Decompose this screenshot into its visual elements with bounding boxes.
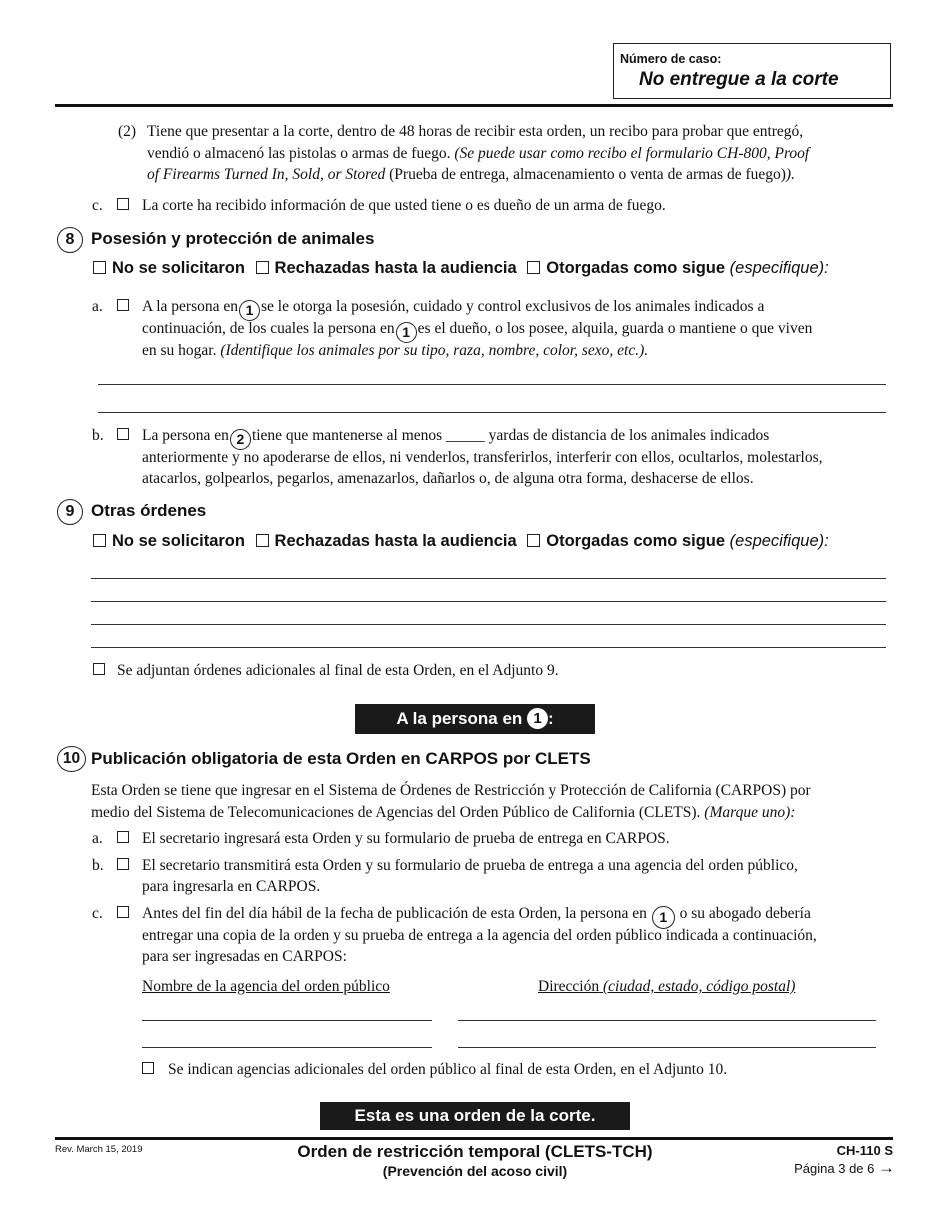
footer-rule	[55, 1137, 893, 1140]
case-number-box	[613, 43, 891, 99]
section-10-title: Publicación obligatoria de esta Orden en CARPOS por CLETS	[91, 749, 591, 768]
section-8-not-requested-checkbox[interactable]	[93, 261, 106, 274]
section-9-fill-line-3[interactable]	[91, 624, 886, 625]
section-9-attach-checkbox[interactable]	[93, 663, 105, 675]
section-9-title: Otras órdenes	[91, 501, 207, 520]
party-1-circle: 1	[239, 300, 260, 321]
agency-name-header: Nombre de la agencia del orden público	[142, 978, 390, 995]
section-10-b-letter: b.	[92, 857, 104, 874]
section-8-b-line3: atacarlos, golpearlos, pegarlos, amenazarlos, dañarlos o, de alguna otra forma, deshacerse de ellos.	[142, 470, 754, 487]
agency-address-line-2[interactable]	[458, 1047, 876, 1048]
section-10-a-text: El secretario ingresará esta Orden y su formulario de prueba de entrega en CARPOS.	[142, 830, 670, 847]
section-9-options: No se solicitaron Rechazadas hasta la audiencia Otorgadas como sigue (especifique):	[93, 532, 829, 551]
section-10-c-line2: entregar una copia de la orden y su prueba de entrega a la agencia del orden público indicada a continuación,	[142, 927, 817, 944]
section-8-a-fill-line-2[interactable]	[98, 412, 886, 413]
section-10-b-line2: para ingresarla en CARPOS.	[142, 878, 321, 895]
agency-address-line-1[interactable]	[458, 1020, 876, 1021]
section-9-fill-line-1[interactable]	[91, 578, 886, 579]
agency-name-line-2[interactable]	[142, 1047, 432, 1048]
section-8-b-line2: anteriormente y no apoderarse de ellos, ni venderlos, transferirlos, interferir con ellos, ocultarlos, molestarlos,	[142, 449, 823, 466]
case-number-value: No entregue a la corte	[639, 69, 839, 90]
person-1-banner: A la persona en 1 :	[355, 704, 595, 734]
section-9-not-requested-checkbox[interactable]	[93, 534, 106, 547]
section-8-a-fill-line-1[interactable]	[98, 384, 886, 385]
section-8-a-checkbox[interactable]	[117, 299, 129, 311]
section-9-fill-line-2[interactable]	[91, 601, 886, 602]
banner-person-1-circle: 1	[527, 708, 548, 729]
next-page-arrow-icon: →	[878, 1158, 895, 1177]
section-10-c-line1: Antes del fin del día hábil de la fecha de publicación de esta Orden, la persona en 1 o su abogado debería	[142, 903, 811, 929]
revision-date: Rev. March 15, 2019	[55, 1144, 143, 1155]
section-9-granted-checkbox[interactable]	[527, 534, 540, 547]
section-10-b-checkbox[interactable]	[117, 858, 129, 870]
item-c-letter: c.	[92, 197, 103, 214]
section-8-granted-checkbox[interactable]	[527, 261, 540, 274]
section-8-title: Posesión y protección de animales	[91, 229, 375, 248]
page-number: Página 3 de 6 →	[794, 1158, 895, 1177]
header-rule	[55, 104, 893, 107]
section-8-denied-checkbox[interactable]	[256, 261, 269, 274]
party-2-circle: 2	[230, 429, 251, 450]
section-10-a-checkbox[interactable]	[117, 831, 129, 843]
item-2-line2: vendió o almacenó las pistolas o armas de fuego. (Se puede usar como recibo el formulario CH-800, Proof	[147, 145, 810, 162]
section-10-attach-text: Se indican agencias adicionales del orden público al final de esta Orden, en el Adjunto 10.	[168, 1061, 728, 1078]
section-9-attach-text: Se adjuntan órdenes adicionales al final de esta Orden, en el Adjunto 9.	[117, 662, 559, 679]
section-8-b-line1: La persona en 2 tiene que mantenerse al menos _____ yardas de distancia de los animales indicados	[142, 425, 769, 450]
section-10-b-line1: El secretario transmitirá esta Orden y su formulario de prueba de entrega a una agencia del orden público,	[142, 857, 798, 874]
item-c-text: La corte ha recibido información de que usted tiene o es dueño de un arma de fuego.	[142, 197, 666, 214]
item-c-checkbox[interactable]	[117, 198, 129, 210]
form-number: CH-110 S	[836, 1143, 893, 1158]
section-10-intro-line1: Esta Orden se tiene que ingresar en el Sistema de Órdenes de Restricción y Protección de California (CARPOS) por	[91, 782, 811, 799]
section-9-fill-line-4[interactable]	[91, 647, 886, 648]
section-8-number: 8	[57, 227, 83, 253]
item-2-line3: of Firearms Turned In, Sold, or Stored (Prueba de entrega, almacenamiento o venta de armas de fuego)).	[147, 166, 795, 183]
agency-address-header: Dirección (ciudad, estado, código postal)	[538, 978, 796, 995]
section-8-b-letter: b.	[92, 427, 104, 444]
section-10-c-letter: c.	[92, 905, 103, 922]
section-9-number: 9	[57, 499, 83, 525]
party-1-circle: 1	[396, 322, 417, 343]
section-8-a-line1: A la persona en 1 se le otorga la posesión, cuidado y control exclusivos de los animales indicados a	[142, 296, 764, 321]
section-10-attach-checkbox[interactable]	[142, 1062, 154, 1074]
section-8-a-line3: en su hogar. (Identifique los animales por su tipo, raza, nombre, color, sexo, etc.).	[142, 342, 649, 359]
party-1-circle: 1	[652, 906, 675, 929]
section-8-options: No se solicitaron Rechazadas hasta la audiencia Otorgadas como sigue (especifique):	[93, 259, 829, 278]
agency-name-line-1[interactable]	[142, 1020, 432, 1021]
section-10-intro-line2: medio del Sistema de Telecomunicaciones de Agencias del Orden Público de California (CLETS). (Marque uno):	[91, 804, 796, 821]
section-8-b-checkbox[interactable]	[117, 428, 129, 440]
case-number-label: Número de caso:	[620, 52, 722, 66]
footer-subtitle: (Prevención del acoso civil)	[382, 1163, 568, 1179]
section-10-a-letter: a.	[92, 830, 103, 847]
section-10-number: 10	[57, 746, 86, 772]
section-8-a-letter: a.	[92, 298, 103, 315]
item-2-line1: Tiene que presentar a la corte, dentro de 48 horas de recibir esta orden, un recibo para probar que entregó,	[147, 123, 804, 140]
section-8-a-line2: continuación, de los cuales la persona en 1 es el dueño, o los posee, alquila, guarda o mantiene o que viven	[142, 318, 812, 343]
item-2-number: (2)	[118, 123, 137, 140]
footer-title: Orden de restricción temporal (CLETS-TCH)	[297, 1142, 653, 1161]
court-order-banner: Esta es una orden de la corte.	[320, 1102, 630, 1130]
section-9-denied-checkbox[interactable]	[256, 534, 269, 547]
section-10-c-line3: para ser ingresadas en CARPOS:	[142, 948, 347, 965]
section-10-c-checkbox[interactable]	[117, 906, 129, 918]
